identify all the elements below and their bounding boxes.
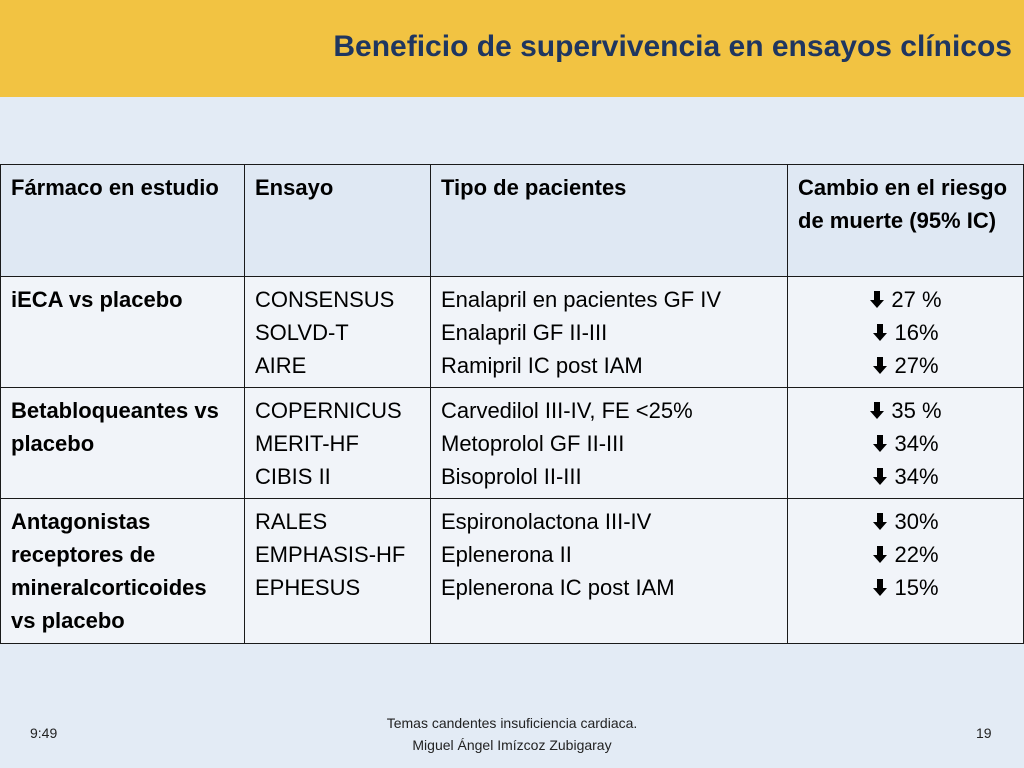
patient-type: Bisoprolol II-III: [441, 464, 582, 489]
patient-type: Eplenerona IC post IAM: [441, 575, 675, 600]
risk-change-value: 27 %: [891, 287, 942, 312]
risk-change-value: 16%: [894, 320, 939, 345]
table-row: [1, 499, 1024, 644]
down-arrow-icon: [872, 546, 888, 564]
risk-change-value: 34%: [894, 464, 939, 489]
risk-change-item: [798, 283, 1013, 316]
trial-name: SOLVD-T: [255, 320, 349, 345]
patient-type: Carvedilol III-IV, FE <25%: [441, 398, 693, 423]
trial-cell: [245, 277, 431, 388]
trial-name: RALES: [255, 509, 328, 534]
down-arrow-icon: [872, 513, 888, 531]
patients-cell: [431, 499, 788, 644]
drug-cell: iECA vs placebo: [1, 277, 245, 388]
risk-change-item: [798, 394, 1013, 427]
patients-cell: [431, 277, 788, 388]
table-row: [1, 388, 1024, 499]
trial-name: EMPHASIS-HF: [255, 542, 406, 567]
risk-change-item: [798, 505, 1013, 538]
down-arrow-icon: [869, 291, 885, 309]
patient-type: Eplenerona II: [441, 542, 572, 567]
header-risk-change: Cambio en el riesgo de muerte (95% IC): [788, 165, 1024, 277]
patient-type: Enalapril en pacientes GF IV: [441, 287, 722, 312]
risk-change-item: [798, 316, 1013, 349]
trial-name: COPERNICUS: [255, 398, 402, 423]
risk-change-value: 15%: [894, 575, 939, 600]
footer-credit-line1: Temas candentes insuficiencia cardiaca.: [386, 715, 638, 731]
risk-change-value: 27%: [894, 353, 939, 378]
trial-cell: [245, 499, 431, 644]
risk-change-cell: [788, 277, 1024, 388]
risk-change-value: 34%: [894, 431, 939, 456]
page-number: 19: [976, 725, 992, 741]
down-arrow-icon: [869, 402, 885, 420]
survival-table: [0, 164, 1024, 644]
slide-title: Beneficio de supervivencia en ensayos clínicos: [333, 30, 1012, 63]
table-header-row: [1, 165, 1024, 277]
drug-cell: Betabloqueantes vs placebo: [1, 388, 245, 499]
footer-credit: [0, 712, 1024, 756]
footer-time: 9:49: [30, 725, 58, 741]
header-trial: Ensayo: [245, 165, 431, 277]
patient-type: Espironolactona III-IV: [441, 509, 652, 534]
drug-cell: Antagonistas receptores de mineralcorticoides vs placebo: [1, 499, 245, 644]
trial-cell: [245, 388, 431, 499]
down-arrow-icon: [872, 579, 888, 597]
down-arrow-icon: [872, 324, 888, 342]
footer-credit-line2: Miguel Ángel Imízcoz Zubigaray: [412, 737, 612, 753]
risk-change-value: 22%: [894, 542, 939, 567]
risk-change-item: [798, 427, 1013, 460]
patients-cell: [431, 388, 788, 499]
risk-change-cell: [788, 499, 1024, 644]
down-arrow-icon: [872, 357, 888, 375]
trial-name: MERIT-HF: [255, 431, 359, 456]
risk-change-item: [798, 538, 1013, 571]
risk-change-item: [798, 571, 1013, 604]
header-drug: Fármaco en estudio: [1, 165, 245, 277]
trial-name: CONSENSUS: [255, 287, 395, 312]
risk-change-cell: [788, 388, 1024, 499]
trial-name: EPHESUS: [255, 575, 361, 600]
risk-change-value: 30%: [894, 509, 939, 534]
patient-type: Metoprolol GF II-III: [441, 431, 625, 456]
down-arrow-icon: [872, 468, 888, 486]
down-arrow-icon: [872, 435, 888, 453]
risk-change-item: [798, 460, 1013, 493]
header-patients: Tipo de pacientes: [431, 165, 788, 277]
table-row: [1, 277, 1024, 388]
risk-change-value: 35 %: [891, 398, 942, 423]
patient-type: Enalapril GF II-III: [441, 320, 608, 345]
trial-name: CIBIS II: [255, 464, 331, 489]
trial-name: AIRE: [255, 353, 307, 378]
risk-change-item: [798, 349, 1013, 382]
patient-type: Ramipril IC post IAM: [441, 353, 643, 378]
